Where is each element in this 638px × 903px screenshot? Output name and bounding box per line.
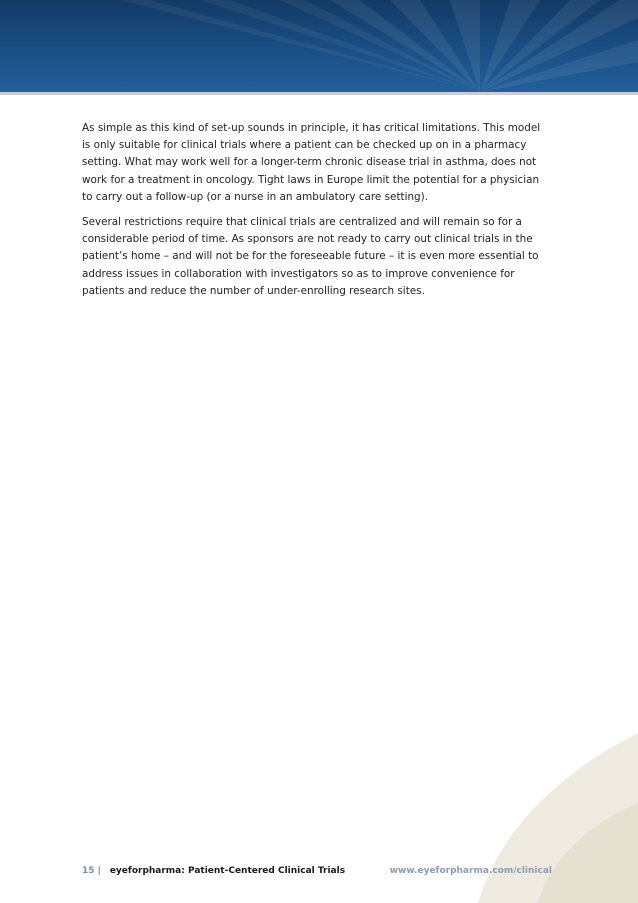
paragraph-1: As simple as this kind of set-up sounds in principle, it has critical limitations. This model is only suitable for clinical trials where a patient can be checked up on in a pharmacy setting. What may work well for a longer-term chronic disease trial in asthma, does not work for a treatment in oncology. Tight laws in Europe limit the potential for a physician to carry out a follow-up (or a nurse in an ambulatory care setting). <box>82 122 541 203</box>
header-ray-pattern <box>0 0 638 92</box>
body-text <box>82 120 544 308</box>
page-number: 15 | <box>82 866 101 876</box>
publication-title: eyeforpharma: Patient-Centered Clinical Trials <box>109 866 346 876</box>
footer-url-link[interactable]: www.eyeforpharma.com/clinical <box>389 866 552 876</box>
paragraph-2: Several restrictions require that clinical trials are centralized and will remain so for a considerable period of time. As sponsors are not ready to carry out clinical trials in the patient’s home – and will not be for the foreseeable future – it is even more essential to address issues in collaboration with investigators so as to improve convenience for patients and reduce the number of under-enrolling research sites. <box>82 216 539 297</box>
header-divider <box>0 92 638 95</box>
header-banner <box>0 0 638 92</box>
page-footer <box>82 866 552 880</box>
